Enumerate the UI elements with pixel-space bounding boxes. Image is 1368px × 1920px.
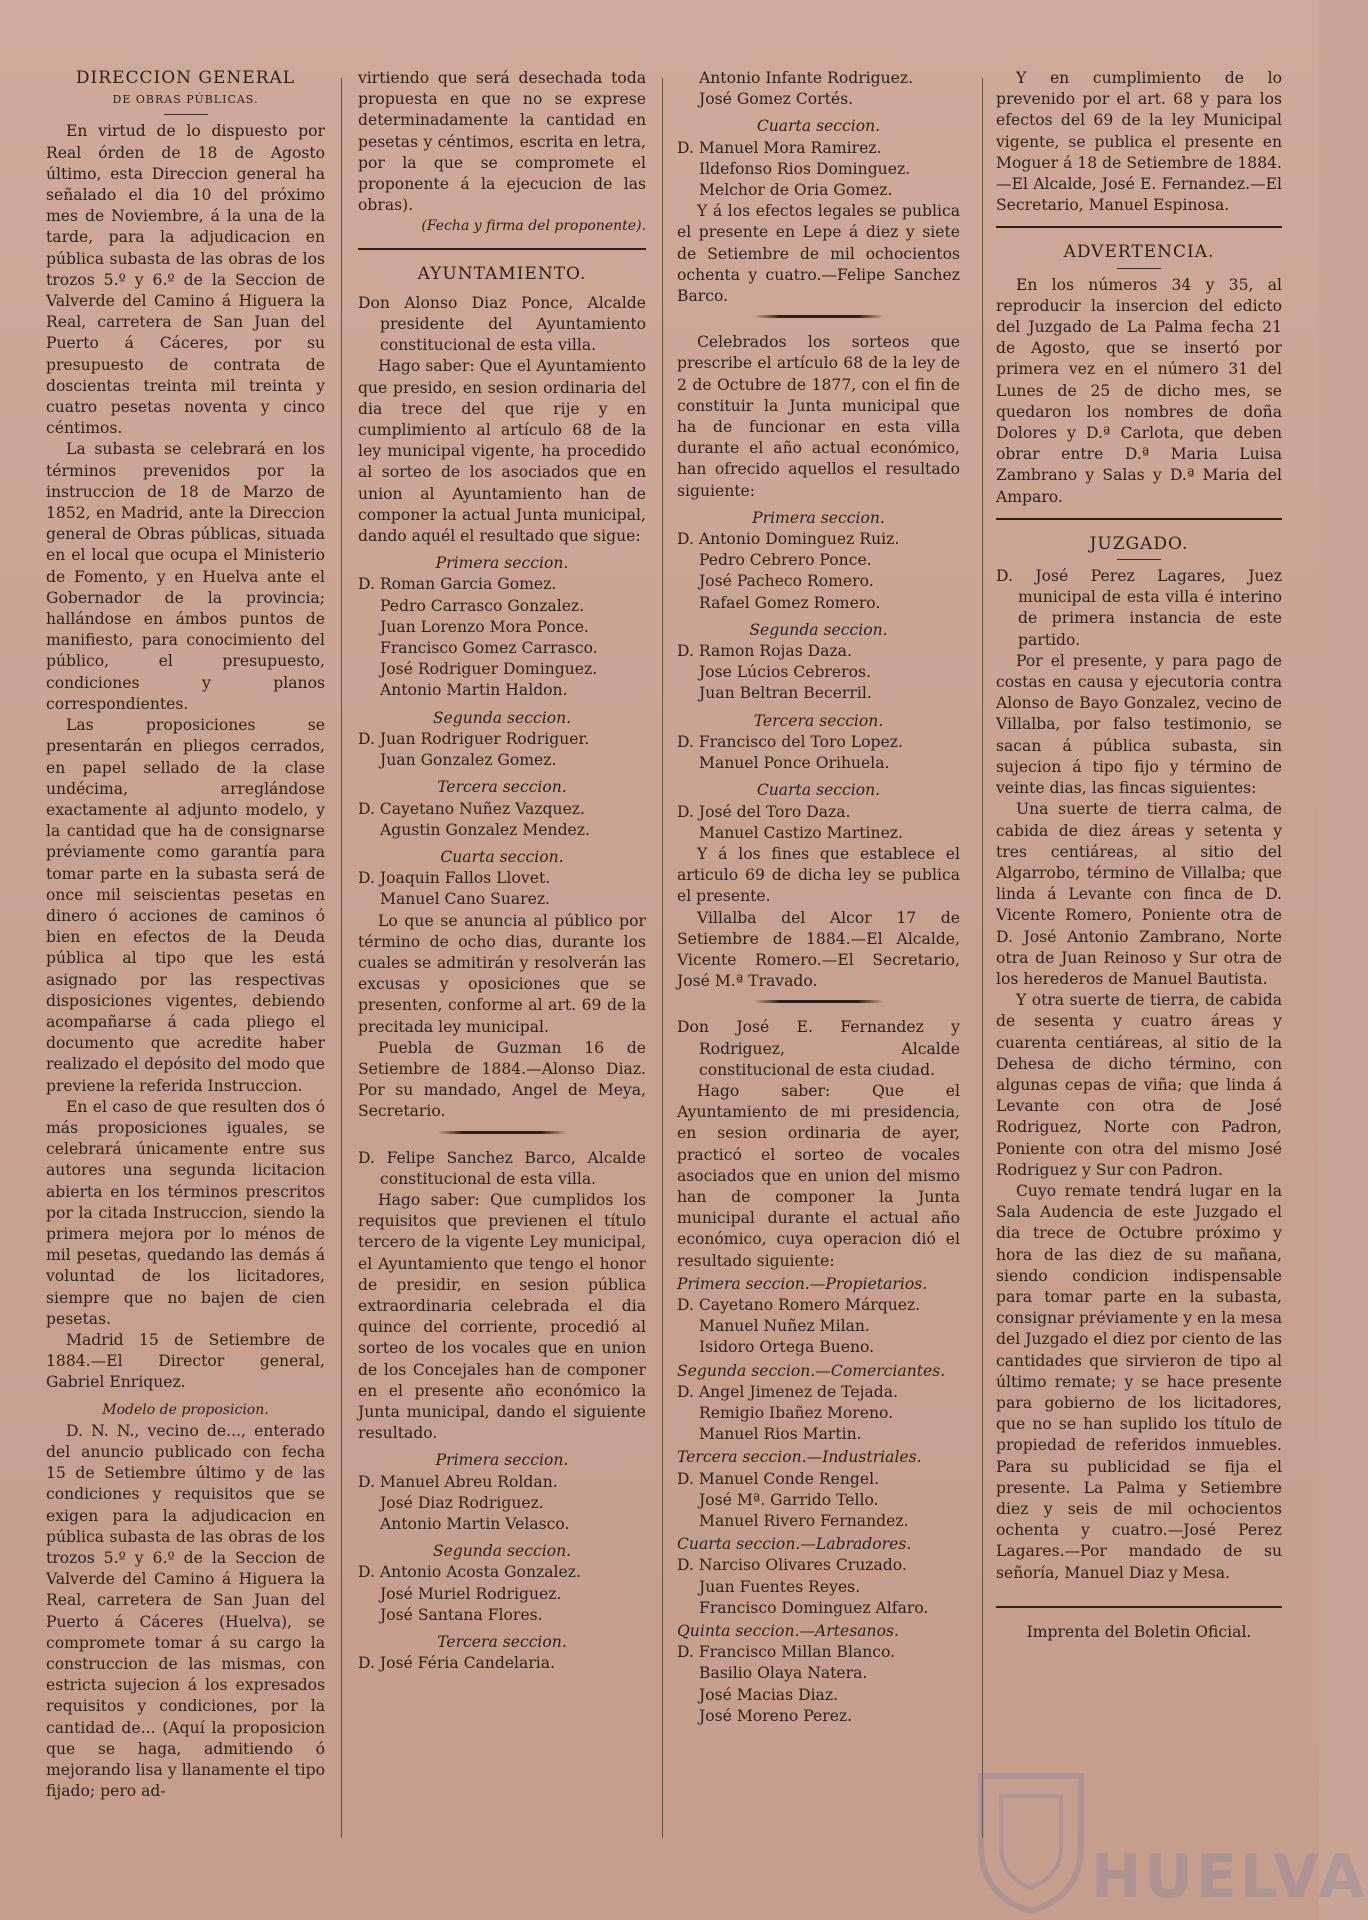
person-name: Juan Fuentes Reyes. [699,1577,861,1596]
column-4 [996,68,1282,1643]
paragraph: En el caso de que resulten dos ó más proposiciones iguales, se celebrará únicamente entre sus autores una segunda licitacion abierta en los términos prescritos por la citada Instruccion, siendo la primera mejora por lo ménos de mil pesetas, quedando las demás á voluntad de los licitadores, siempre que no bajen de cien pesetas. [46,1097,325,1328]
person-name: D. Francisco del Toro Lopez. [677,732,903,751]
person-name: Manuel Rios Martin. [699,1425,862,1444]
paragraph: Por el presente, y para pago de costas en causa y ejecutoria contra Alonso de Bayo Gonzalez, vecino de Villalba, por falso testimonio, se sacan á pública subasta, sin sujecion á tipo fijo y término de veinte dias, las fincas siguientes: [996,651,1282,798]
column-2 [358,68,646,1674]
person-name: D. Antonio Acosta Gonzalez. [358,1563,581,1582]
person-name: Ildefonso Rios Dominguez. [699,159,911,178]
divider [996,226,1282,228]
person-name: José Gomez Cortés. [699,90,854,109]
section-heading: Segunda seccion. [749,620,888,639]
name-list [358,1653,646,1674]
divider [1117,268,1161,269]
section-title: DIRECCION GENERAL [75,68,296,88]
divider [164,114,208,115]
section-heading: Cuarta seccion.—Labradores. [677,1535,912,1554]
divider [754,315,884,318]
person-name: José Santana Flores. [380,1605,543,1624]
paragraph: Villalba del Alcor 17 de Setiembre de 1884.—El Alcalde, Vicente Romero.—El Secretario, José M.ª Travado. [677,908,960,991]
person-name: José Macias Diaz. [699,1685,839,1704]
section-heading: Segunda seccion. [432,1542,572,1561]
person-name: José Muriel Rodriguez. [380,1584,562,1603]
person-name: José Mª. Garrido Tello. [699,1490,879,1509]
column-rule [341,78,342,1838]
column-rule [982,78,983,1838]
paragraph: D. Felipe Sanchez Barco, Alcalde constitucional de esta villa. [358,1148,646,1188]
paragraph: Celebrados los sorteos que prescribe el artículo 68 de la ley de 2 de Octubre de 1877, con el fin de constituir la Junta municipal que ha de funcionar en esta villa durante el año actual económico, han ofrecido aquellos el resultado siguiente: [677,333,960,500]
printer-footer: Imprenta del Boletin Oficial. [1026,1622,1252,1641]
section-heading: Tercera seccion. [437,1633,567,1652]
person-name: Manuel Cano Suarez. [380,890,551,909]
person-name: D. José Féria Candelaria. [358,1654,556,1673]
paragraph: Cuyo remate tendrá lugar en la Sala Audencia de este Juzgado el dia trece de Octubre próximo y hora de las diez de su mañana, siendo condicion indispensable para tomar parte en la subasta, consignar préviamente y en la mesa del Juzgado el diez por ciento de las cantidades que sirvieron de tipo al último remate; y se hace presente para gobierno de los licitadores, que no se han suplido los título de propiedad de referidos inmuebles. Para su publicidad se fija el presente. La Palma y Setiembre diez y seis de mil ochocientos ochenta y cuatro.—José Perez Lagares.—Por mandado de su señoría, Manuel Diaz y Mesa. [996,1181,1282,1582]
paragraph: Las proposiciones se presentarán en pliegos cerrados, en papel sellado de la clase undécima, arreglándose exactamente al adjunto modelo, y la cantidad que ha de consignarse préviamente como garantía para tomar parte en la subasta será de once mil seiscientas pesetas en dinero ó acciones de caminos ó bien en efectos de la Deuda pública al tipo que les está asignado por las respectivas disposiciones vigentes, debiendo acompañarse á cada pliego el documento que acredite haber realizado el depósito del modo que previene la referida Instruccion. [46,716,325,1095]
person-name: Remigio Ibañez Moreno. [699,1403,894,1422]
person-name: Juan Beltran Becerril. [699,684,872,703]
person-name: D. Manuel Mora Ramirez. [677,138,882,157]
person-name: D. Manuel Conde Rengel. [677,1469,880,1488]
paragraph: Y otra suerte de tierra, de cabida de sesenta y cuatro áreas y cuarenta centiáreas, al sitio de la Dehesa de dicho término, con algunas cepas de viña; que linda á Levante con otra de José Rodriguez, Norte con Padron, Poniente con otra del mismo José Rodriguez y Sur con Padron. [996,991,1282,1179]
shield-icon [971,1766,1091,1916]
section-subtitle: DE OBRAS PÚBLICAS. [112,93,259,107]
person-name: D. Joaquin Fallos Llovet. [358,869,551,888]
signature-note: (Fecha y firma del proponente). [421,218,646,235]
section-title: ADVERTENCIA. [1063,242,1215,263]
person-name: Manuel Nuñez Milan. [699,1317,870,1336]
section-heading: Primera seccion. [435,1451,569,1470]
person-name: D. Cayetano Nuñez Vazquez. [358,799,585,818]
section-heading: Primera seccion. [752,508,885,527]
paragraph: D. N. N., vecino de..., enterado del anuncio publicado con fecha 15 de Setiembre último y de las condiciones y requisitos que se exigen para la adjudicacion en pública subasta de las obras de los trozos 5.º y 6.º de la Seccion de Valverde del Camino á Higuera la Real, carretera de San Juan del Puerto á Cáceres (Huelva), se compromete tomar á su cargo la construccion de las mismas, con estricta sujecion á los expresados requisitos y condiciones, por la cantidad de... (Aquí la proposicion que se haga, admitiendo ó mejorando lisa y llanamente el tipo fijado; pero ad- [46,1421,325,1801]
paragraph: Hago saber: Que cumplidos los requisitos que previenen el título tercero de la vigente Ley municipal, el Ayuntamiento que tengo el honor de presidir, en sesion pública extraordinaria celebrada el dia quince del corriente, procedió al sorteo de los vocales que en union de los Concejales han de componer en el presente año económico la Junta municipal, dando el siguiente resultado. [358,1190,646,1443]
person-name: D. José del Toro Daza. [677,802,851,821]
name-list [358,799,646,841]
name-list [358,868,646,910]
paragraph: D. José Perez Lagares, Juez municipal de esta villa é interino de primera instancia de este partido. [996,567,1282,649]
paragraph: En virtud de lo dispuesto por Real órden de 18 de Agosto último, esta Direccion general ha señalado el dia 10 del próximo mes de Noviembre, á la una de la tarde, para la adjudicacion en pública subasta de las obras de los trozos 5.º y 6.º de la Seccion de Valverde del Camino á Higuera la Real, carretera de San Juan del Puerto á Cáceres, por su presupuesto de contrata de doscientas treinta mil treinta y cuatro pesetas noventa y cinco céntimos. [46,122,325,438]
section-heading: Primera seccion.—Propietarios. [677,1274,928,1293]
person-name: D. Juan Rodriguer Rodriguer. [358,729,590,748]
person-name: Pedro Carrasco Gonzalez. [380,596,585,615]
paragraph: Don Alonso Diaz Ponce, Alcalde presidente del Ayuntamiento constitucional de esta villa. [358,293,646,355]
person-name: Juan Gonzalez Gomez. [380,751,557,770]
divider [754,1000,884,1003]
paragraph: Puebla de Guzman 16 de Setiembre de 1884.—Alonso Diaz. Por su mandado, Angel de Meya, Secretario. [358,1038,646,1121]
name-list [358,574,646,701]
name-list [677,68,960,110]
section-heading: Cuarta seccion. [756,781,881,800]
name-list [677,1642,960,1727]
name-list [677,1382,960,1446]
name-list [677,1295,960,1359]
section-heading: Quinta seccion.—Artesanos. [677,1622,899,1641]
section-heading: Cuarta seccion. [756,117,881,136]
person-name: Francisco Dominguez Alfaro. [699,1598,929,1617]
person-name: Pedro Cebrero Ponce. [699,551,872,570]
person-name: José Diaz Rodriguez. [380,1493,544,1512]
divider [1117,559,1161,560]
seal-text: HUELVA [1091,1842,1368,1912]
model-title: Modelo de proposicion. [102,1401,269,1418]
paragraph: En los números 34 y 35, al reproducir la insercion del edicto del Juzgado de La Palma fecha 21 de Agosto, que se insertó por primera vez en el número 31 del Lunes de 25 de dicho mes, se quedaron los nombres de doña Dolores y D.ª Carlota, que deben obrar entre D.ª Maria Luisa Zambrano y Salas y D.ª Maria del Amparo. [996,275,1282,506]
paragraph: Una suerte de tierra calma, de cabida de diez áreas y setenta y tres centiáreas, al sitio del Algarrobo, término de Villalba; que linda á Levante con finca de D. Vicente Romero, Poniente otra de D. José Antonio Zambrano, Norte otra de Juan Reinoso y Sur otra de los herederos de Manuel Bautista. [996,800,1282,988]
person-name: D. Narciso Olivares Cruzado. [677,1556,907,1575]
person-name: Melchor de Oria Gomez. [699,181,893,200]
paragraph: Y á los fines que establece el articulo 69 de dicha ley se publica el presente. [677,844,960,906]
section-heading: Tercera seccion. [437,778,567,797]
person-name: D. Manuel Abreu Roldan. [358,1472,558,1491]
column-3 [677,68,960,1727]
paragraph: virtiendo que será desechada toda propuesta en que no se exprese determinadamente la cantidad en pesetas y céntimos, escrita en letra, por la que se compromete el proponente á la ejecucion de las obras). [358,69,646,215]
person-name: Isidoro Ortega Bueno. [699,1338,875,1357]
section-heading: Cuarta seccion. [440,847,564,866]
person-name: D. Cayetano Romero Márquez. [677,1295,921,1314]
section-heading: Tercera seccion. [753,711,884,730]
person-name: Antonio Infante Rodriguez. [699,69,914,87]
paragraph: Y á los efectos legales se publica el presente en Lepe á diez y siete de Setiembre de mil ochocientos ochenta y cuatro.—Felipe Sanchez Barco. [677,202,960,306]
column-rule [662,78,663,1838]
person-name: D. Ramon Rojas Daza. [677,642,852,661]
huelva-seal-watermark [971,1766,1368,1916]
section-heading: Segunda seccion.—Comerciantes. [677,1361,946,1380]
column-1 [46,68,325,1802]
name-list [358,729,646,771]
person-name: Rafael Gomez Romero. [699,593,881,612]
section-title: JUZGADO. [1089,533,1189,554]
paragraph: La subasta se celebrará en los términos prevenidos por la instruccion de 18 de Marzo de 1852, en Madrid, ante la Direccion general de Obras públicas, situada en el local que ocupa el Ministerio de Fomento, y en Huelva ante el Gobernador de la provincia; hallándose en ámbos puntos de manifiesto, para conocimiento del público, el presupuesto, condiciones y planos correspondientes. [46,440,325,713]
person-name: Agustin Gonzalez Mendez. [380,820,590,839]
name-list [358,1472,646,1536]
person-name: D. Francisco Millan Blanco. [677,1643,896,1662]
name-list [677,529,960,614]
paragraph: Y en cumplimiento de lo prevenido por el art. 68 y para los efectos del 69 de la ley Municipal vigente, se publica el presente en Moguer á 18 de Setiembre de 1884.—El Alcalde, José E. Fernandez.—El Secretario, Manuel Espinosa. [996,69,1282,215]
divider [358,248,646,250]
person-name: D. Antonio Dominguez Ruiz. [677,530,900,549]
person-name: Jose Lúcios Cebreros. [699,663,871,682]
name-list [677,641,960,705]
person-name: Francisco Gomez Carrasco. [380,639,598,658]
paragraph: Don José E. Fernandez y Rodriguez, Alcalde constitucional de esta ciudad. [677,1018,960,1079]
section-title: AYUNTAMIENTO. [417,263,587,284]
name-list [677,1469,960,1533]
person-name: Juan Lorenzo Mora Ponce. [380,617,589,636]
name-list [677,732,960,774]
person-name: José Moreno Perez. [699,1706,853,1725]
divider [996,1606,1282,1608]
person-name: Basilio Olaya Natera. [699,1664,868,1683]
paragraph: Lo que se anuncia al público por término de ocho dias, durante los cuales se admitirán y resolverán las excusas y oposiciones que se presenten, conforme al art. 69 de la precitada ley municipal. [358,911,646,1036]
divider [996,518,1282,520]
paragraph: Hago saber: Que el Ayuntamiento que presido, en sesion ordinaria del dia trece del que rije y en cumplimiento al artículo 68 de la ley municipal vigente, ha procedido al sorteo de los asociados que en union al Ayuntamiento han de componer la actual Junta municipal, dando aquél el resultado que sigue: [358,357,646,546]
person-name: Manuel Ponce Orihuela. [699,754,890,773]
name-list [358,1562,646,1626]
name-list [677,1555,960,1619]
section-heading: Primera seccion. [435,554,569,573]
person-name: Manuel Castizo Martinez. [699,823,903,842]
name-list [677,802,960,844]
paragraph: Hago saber: Que el Ayuntamiento de mi presidencia, en sesion ordinaria de ayer, practicó el sorteo de vocales asociados que en union del mismo han de componer la Junta municipal durante el actual año económico, cuya operacion dió el resultado siguiente: [677,1081,960,1270]
person-name: Manuel Rivero Fernandez. [699,1512,909,1530]
section-heading: Tercera seccion.—Industriales. [677,1448,922,1467]
person-name: D. Angel Jimenez de Tejada. [677,1382,898,1401]
section-heading: Segunda seccion. [432,708,572,727]
name-list [677,138,960,202]
divider [437,1131,567,1134]
person-name: José Pacheco Romero. [699,572,874,591]
person-name: D. Roman Garcia Gomez. [358,575,557,594]
person-name: Antonio Martin Haldon. [380,681,568,700]
paragraph: Madrid 15 de Setiembre de 1884.—El Director general, Gabriel Enriquez. [46,1330,325,1392]
person-name: José Rodriguer Dominguez. [380,660,598,679]
person-name: Antonio Martin Velasco. [380,1515,570,1533]
